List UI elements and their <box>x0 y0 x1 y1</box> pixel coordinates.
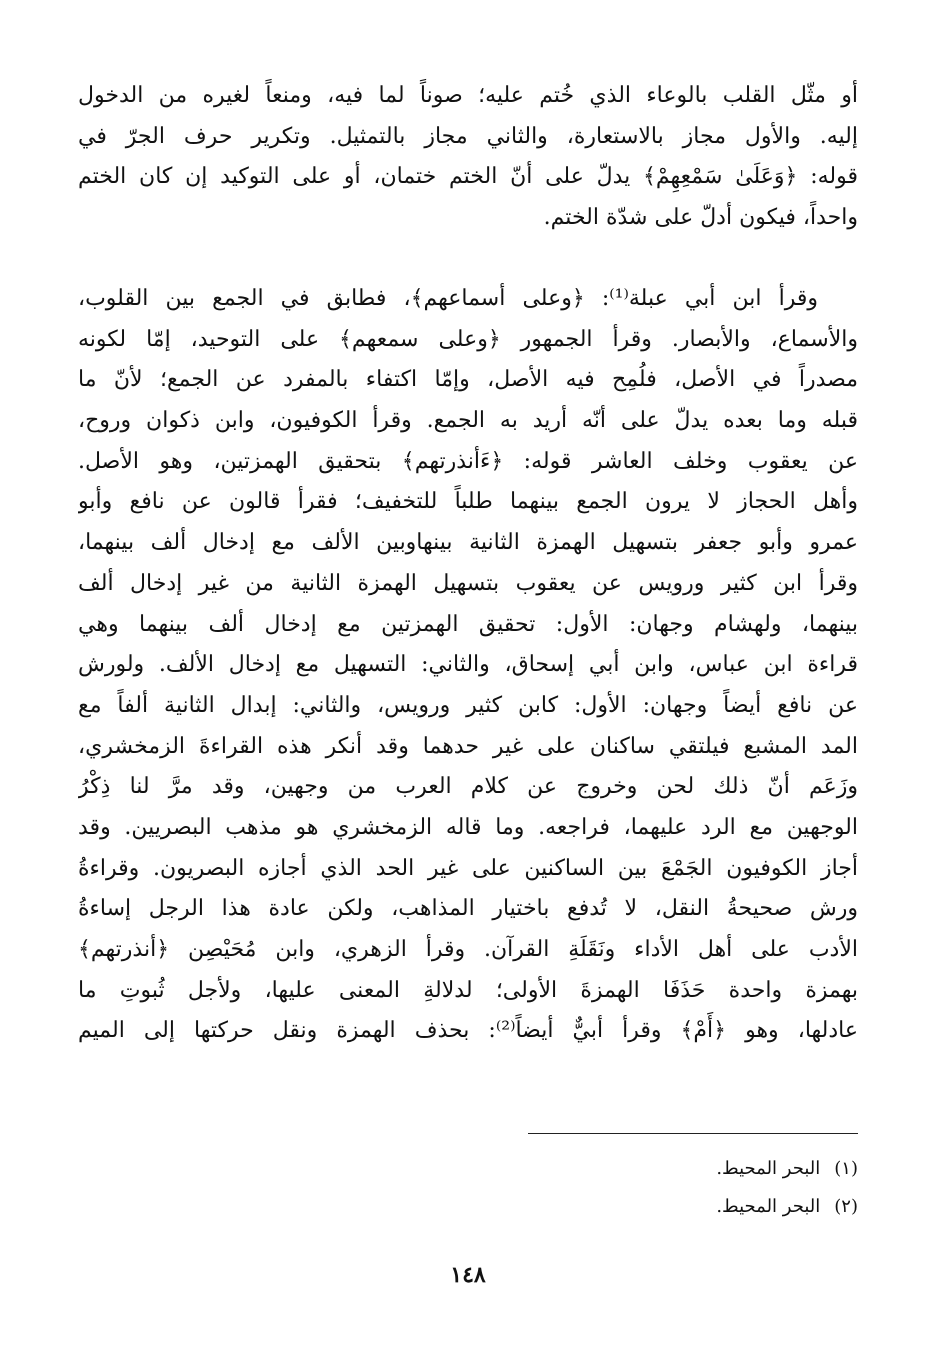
paragraph-1 <box>78 76 858 239</box>
text-line: بينهما، ولهشام وجهان: الأول: تحقيق الهمزتين مع إدخال ألف بينهما وهي <box>78 611 858 637</box>
text-line: المد المشبع فيلتقي ساكنان على غير حدهما وقد أنكر هذه القراءةَ الزمخشري، <box>78 733 858 759</box>
text-line: قبله وما بعده يدلّ على أنّه أريد به الجمع. وقرأ الكوفيون، وابن ذكوان وروح، <box>78 408 858 434</box>
text-line: وقرأ ابن أبي عبلة⁽¹⁾: ﴿وعلى أسماعهم﴾، فطابق في الجمع بين القلوب، <box>78 286 818 311</box>
text-line: أو مثّل القلب بالوعاء الذي خُتم عليه؛ صوناً لما فيه، ومنعاً لغيره من الدخول <box>78 83 858 108</box>
text-line: وأهل الحجاز لا يرون الجمع بينهما طلباً للتخفيف؛ فقرأ قالون عن نافع وأبو <box>78 489 858 515</box>
text-line: أجاز الكوفيون الجَمْعَ بين الساكنين على غير الحد الذي أجازه البصريون. وقراءةُ <box>78 855 858 881</box>
footnote-divider <box>528 1133 858 1134</box>
text-line: واحداً، فيكون أدلّ على شدّة الختم. <box>543 205 858 231</box>
text-line: عن نافع أيضاً وجهان: الأول: كابن كثير ورويس، والثاني: إبدال الثانية ألفاً مع <box>78 692 858 718</box>
footnotes <box>258 1150 858 1226</box>
footnote-number: (٢) <box>834 1196 858 1217</box>
text-line: وزَعَم أنّ ذلك لحن وخروج عن كلام العرب من وجهين، وقد مرَّ لنا ذِكْرُ <box>78 774 858 800</box>
footnote-number: (١) <box>834 1158 858 1179</box>
text-line: والأسماع، والأبصار. وقرأ الجمهور ﴿وعلى سمعهم﴾ على التوحيد، إمّا لكونه <box>78 326 858 352</box>
page-number: ١٤٨ <box>450 1262 486 1288</box>
text-line: مصدراً في الأصل، فلُمِح فيه الأصل، وإمّا اكتفاء بالمفرد عن الجمع؛ لأنّ ما <box>78 367 858 393</box>
text-line: عمرو وأبو جعفر بتسهيل الهمزة الثانية بينهاوبين الألف مع إدخال ألف بينهما، <box>78 530 858 556</box>
paragraph-2 <box>78 279 858 1052</box>
text-line: عن يعقوب وخلف العاشر قوله: ﴿ءَأنذرتهم﴾ بتحقيق الهمزتين، وهو الأصل. <box>78 448 858 474</box>
footnote-text: البحر المحيط. <box>716 1158 821 1179</box>
footnote-2 <box>258 1188 858 1226</box>
text-line: الوجهين مع الرد عليهما، فراجعه. وما قاله الزمخشري هو مذهب البصريين. وقد <box>78 814 858 840</box>
footnote-1 <box>258 1150 858 1188</box>
text-line: إليه. والأول مجاز بالاستعارة، والثاني مجاز بالتمثيل. وتكرير حرف الجرّ في <box>78 123 858 149</box>
text-line: بهمزة واحدة حَذَفَا الهمزةَ الأولى؛ لدلالةِ المعنى عليها، ولأجل ثُبوتِ ما <box>78 977 858 1003</box>
text-line: قوله: ﴿وَعَلَىٰ سَمْعِهِمْ﴾ يدلّ على أنّ الختم ختمان، أو على التوكيد إن كان الختم <box>78 164 858 190</box>
text-line: وقرأ ابن كثير ورويس عن يعقوب بتسهيل الهمزة الثانية من غير إدخال ألف <box>78 570 858 596</box>
text-line: عادلها، وهو ﴿أَمْ﴾ وقرأ أبيٌّ أيضاً⁽²⁾: بحذف الهمزة ونقل حركتها إلى الميم <box>78 1018 858 1044</box>
text-line: قراءة ابن عباس، وابن أبي إسحاق، والثاني: التسهيل مع إدخال الألف. ولورش <box>78 652 858 678</box>
text-line: الأدب على أهل الأداء ونَقَلَةِ القرآن. وقرأ الزهري، وابن مُحَيْصِن ﴿أنذرتهم﴾ <box>78 937 858 962</box>
text-line: ورش صحيحةُ النقل، لا تُدفع باختيار المذاهب، ولكن عادة هذا الرجل إساءةُ <box>78 896 858 922</box>
footnote-text: البحر المحيط. <box>716 1196 821 1217</box>
